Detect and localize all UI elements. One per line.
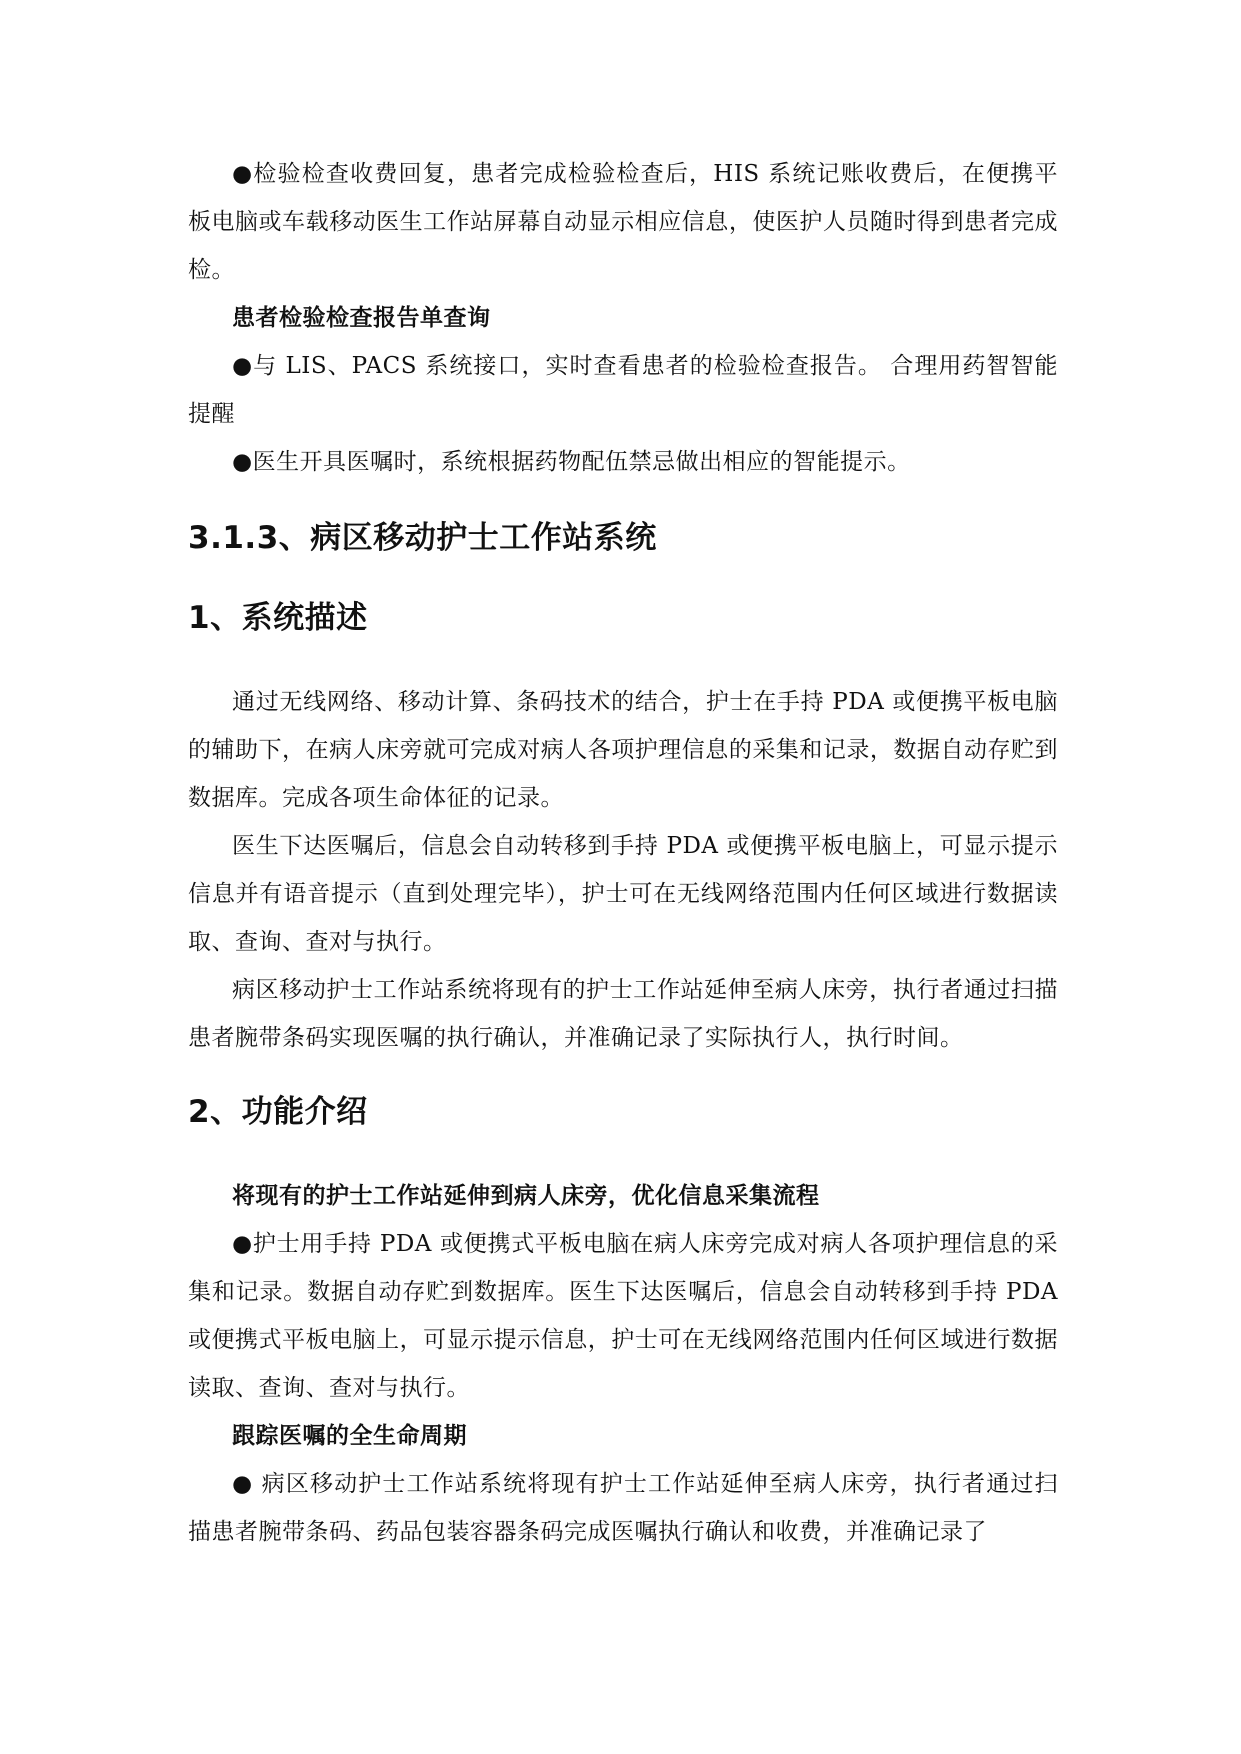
- paragraph-lab-fee-feedback: ●检验检查收费回复，患者完成检验检查后，HIS 系统记账收费后，在便携平板电脑或车载移动医生工作站屏幕自动显示相应信息，使医护人员随时得到患者完成检。: [188, 161, 1058, 283]
- section-heading-nurse-station: 3.1.3、病区移动护士工作站系统: [188, 520, 657, 556]
- subheading-optimize-collection: 将现有的护士工作站延伸到病人床旁，优化信息采集流程: [232, 1183, 820, 1209]
- subheading-report-query: 患者检验检查报告单查询: [232, 305, 491, 331]
- subheading-order-lifecycle: 跟踪医嘱的全生命周期: [232, 1423, 467, 1449]
- paragraph-drug-alert: ●医生开具医嘱时，系统根据药物配伍禁忌做出相应的智能提示。: [232, 449, 911, 475]
- section-heading-system-description: 1、系统描述: [188, 600, 368, 636]
- paragraph-bedside-extension: 病区移动护士工作站系统将现有的护士工作站延伸至病人床旁，执行者通过扫描患者腕带条码实现医嘱的执行确认，并准确记录了实际执行人，执行时间。: [188, 977, 1058, 1051]
- paragraph-lis-pacs-interface: ●与 LIS、PACS 系统接口，实时查看患者的检验检查报告。 合理用药智智能提醒: [188, 353, 1058, 427]
- section-heading-features: 2、功能介绍: [188, 1094, 368, 1130]
- paragraph-wireless-pda: 通过无线网络、移动计算、条码技术的结合，护士在手持 PDA 或便携平板电脑的辅助下，在病人床旁就可完成对病人各项护理信息的采集和记录，数据自动存贮到数据库。完成各项生命体征的记录。: [188, 689, 1058, 811]
- paragraph-order-transfer: 医生下达医嘱后，信息会自动转移到手持 PDA 或便携平板电脑上，可显示提示信息并有语音提示（直到处理完毕），护士可在无线网络范围内任何区域进行数据读取、查询、查对与执行。: [188, 833, 1058, 955]
- paragraph-pda-bedside-collection: ●护士用手持 PDA 或便携式平板电脑在病人床旁完成对病人各项护理信息的采集和记录。数据自动存贮到数据库。医生下达医嘱后，信息会自动转移到手持 PDA 或便携式平板电脑上，可显示提示信息，护士可在无线网络范围内任何区域进行数据读取、查询、查对与执行。: [188, 1231, 1058, 1401]
- document-page: [188, 150, 1058, 1556]
- paragraph-wristband-scan: ● 病区移动护士工作站系统将现有护士工作站延伸至病人床旁，执行者通过扫描患者腕带条码、药品包装容器条码完成医嘱执行确认和收费，并准确记录了: [188, 1471, 1058, 1545]
